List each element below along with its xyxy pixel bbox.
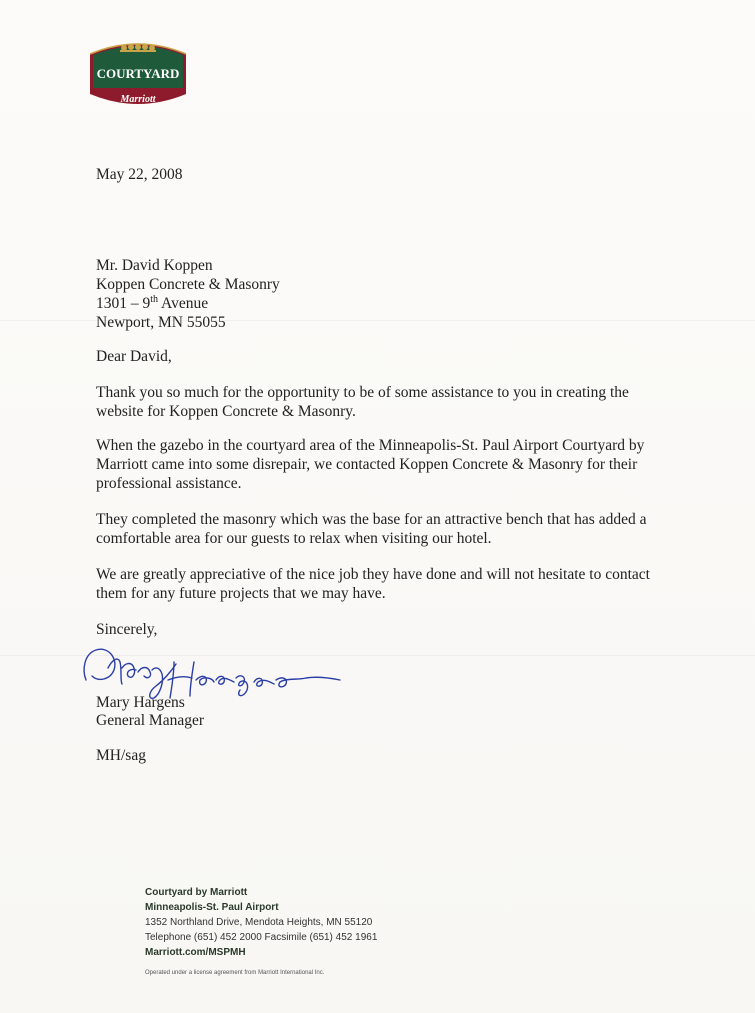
footer-address: 1352 Northland Drive, Mendota Heights, MN 55120	[145, 917, 373, 928]
body-paragraph: When the gazebo in the courtyard area of the Minneapolis-St. Paul Airport Courtyard by Marriott came into some disrepair, we contacted Koppen Concrete & Masonry for their professional assistance.	[96, 437, 645, 492]
recipient-street: 1301 – 9th Avenue	[96, 294, 209, 312]
closing: Sincerely,	[96, 621, 158, 638]
footer-hotel-name: Courtyard by Marriott	[145, 887, 248, 898]
body-paragraph: We are greatly appreciative of the nice job they have done and will not hesitate to contact them for any future projects that we may have.	[96, 566, 650, 602]
logo-sub-text: Marriott	[120, 94, 156, 105]
letter-date: May 22, 2008	[96, 166, 183, 183]
signer-name: Mary Hargens	[96, 694, 185, 711]
body-paragraph: They completed the masonry which was the base for an attractive bench that has added a comfortable area for our guests to relax when visiting our hotel.	[96, 511, 647, 547]
body-paragraph: Thank you so much for the opportunity to be of some assistance to you in creating the website for Koppen Concrete & Masonry.	[96, 384, 629, 420]
footer-website: Marriott.com/MSPMH	[145, 947, 246, 958]
recipient-name: Mr. David Koppen	[96, 257, 213, 274]
courtyard-marriott-logo	[86, 40, 190, 110]
signer-title: General Manager	[96, 712, 205, 729]
recipient-city: Newport, MN 55055	[96, 314, 226, 331]
footer-location: Minneapolis-St. Paul Airport	[145, 902, 279, 913]
logo-brand-text: COURTYARD	[96, 66, 180, 81]
salutation: Dear David,	[96, 348, 172, 365]
recipient-company: Koppen Concrete & Masonry	[96, 276, 280, 293]
footer-phone: Telephone (651) 452 2000 Facsimile (651) 452 1961	[145, 932, 378, 943]
typist-initials: MH/sag	[96, 747, 146, 764]
footer-license-note: Operated under a license agreement from Marriott International Inc.	[145, 970, 325, 976]
